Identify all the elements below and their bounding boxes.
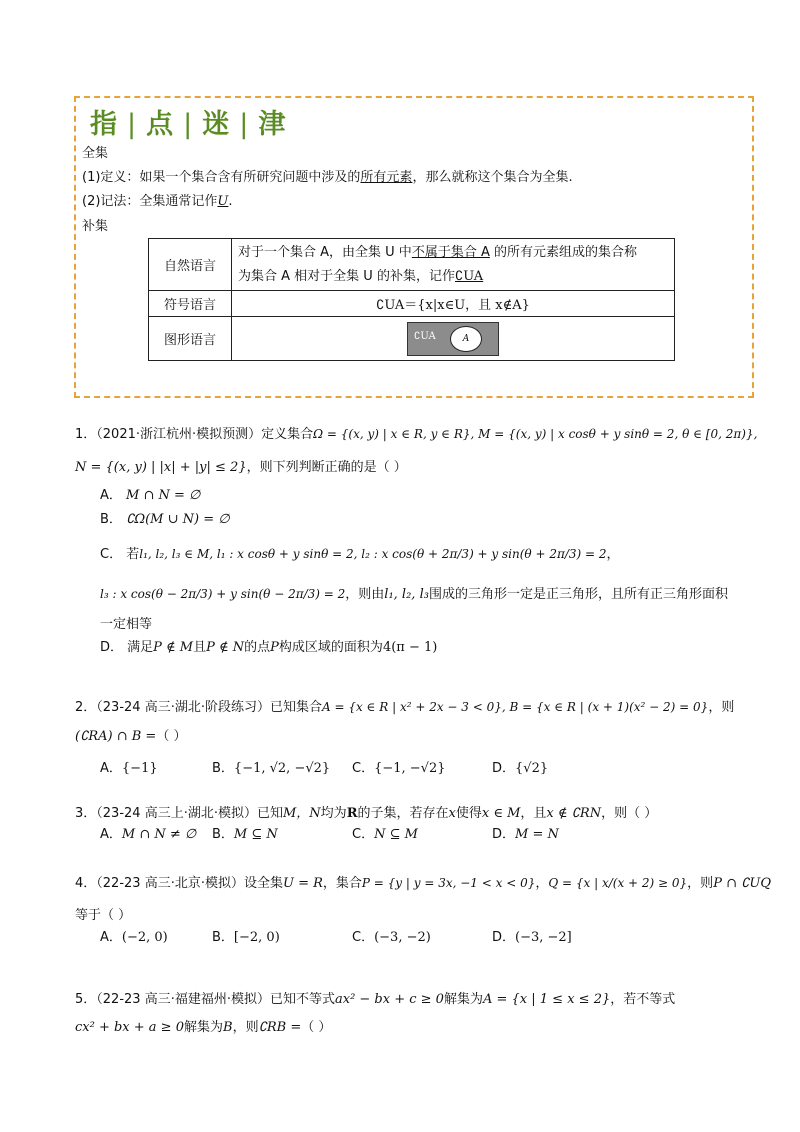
q3-option-c[interactable]: C．N ⊆ M xyxy=(352,827,418,842)
q4-option-c[interactable]: C．(−3, −2) xyxy=(352,930,431,945)
q2-option-b[interactable]: B．{−1, √2, −√2} xyxy=(212,761,331,776)
complement-heading: 补集 xyxy=(82,219,109,234)
q3-option-a[interactable]: A．M ∩ N ≠ ∅ xyxy=(100,827,197,842)
q1-option-c-line3: 一定相等 xyxy=(100,617,153,632)
tip-title: 指 | 点 | 迷 | 津 xyxy=(90,109,288,140)
q5-stem-line2: cx² + bx + a ≥ 0解集为B，则∁RB =（ ） xyxy=(75,1020,332,1035)
q4-stem: 4．（22-23 高三·北京·模拟）设全集U = R，集合P = {y | y = 3x, −1 < x < 0}，Q = {x | x/(x + 2) ≥ 0}，则P ∩ ∁UQ xyxy=(75,876,771,891)
notation-line: (2)记法：全集通常记作U. xyxy=(82,194,233,209)
row-value: 对于一个集合 A，由全集 U 中不属于集合 A 的所有元素组成的集合称 为集合 A 相对于全集 U 的补集，记作∁UA xyxy=(232,239,675,291)
q1-option-c[interactable]: C． 若l₁, l₂, l₃ ∈ M, l₁ : x cosθ + y sinθ = 2, l₂ : x cos(θ + 2π/3) + y sin(θ + 2π/3) = 2， xyxy=(100,547,620,562)
title-char: 津 xyxy=(258,109,288,140)
q3-stem: 3．（23-24 高三上·湖北·模拟）已知M，N均为R的子集，若存在x使得x ∈ M，且x ∉ ∁RN，则（ ） xyxy=(75,806,658,821)
q4-option-b[interactable]: B．[−2, 0) xyxy=(212,930,280,945)
row-value: ∁UA＝{x|x∈U，且 x∉A} xyxy=(232,291,675,317)
universal-heading: 全集 xyxy=(82,146,109,161)
venn-outer-label: ∁UA xyxy=(414,330,436,342)
q1-option-b[interactable]: B． ∁Ω(M ∪ N) = ∅ xyxy=(100,512,230,527)
row-label: 图形语言 xyxy=(149,317,232,361)
q3-option-d[interactable]: D．M = N xyxy=(492,827,559,842)
venn-circle: A xyxy=(450,326,482,352)
q5-stem: 5．（22-23 高三·福建福州·模拟）已知不等式ax² − bx + c ≥ 0解集为A = {x | 1 ≤ x ≤ 2}，若不等式 xyxy=(75,992,676,1007)
q2-option-a[interactable]: A．{−1} xyxy=(100,761,158,776)
title-char: 迷 xyxy=(202,109,232,140)
title-char: 指 xyxy=(90,109,119,140)
q3-option-b[interactable]: B．M ⊆ N xyxy=(212,827,278,842)
q1-option-c-line2: l₃ : x cos(θ − 2π/3) + y sin(θ − 2π/3) = 2，则由l₁, l₂, l₃围成的三角形一定是正三角形，且所有正三角形面积 xyxy=(100,587,728,602)
q1-option-a[interactable]: A． M ∩ N = ∅ xyxy=(100,488,201,503)
q2-option-d[interactable]: D．{√2} xyxy=(492,761,549,776)
q4-option-d[interactable]: D．(−3, −2] xyxy=(492,930,572,945)
q2-option-c[interactable]: C．{−1, −√2} xyxy=(352,761,446,776)
definition-line: (1)定义：如果一个集合含有所研究问题中涉及的所有元素，那么就称这个集合为全集. xyxy=(82,170,573,185)
q4-option-a[interactable]: A．(−2, 0) xyxy=(100,930,168,945)
q1-stem-line2: N = {(x, y) | |x| + |y| ≤ 2}，则下列判断正确的是（ ） xyxy=(75,460,407,475)
q2-stem-line2: (∁RA) ∩ B =（ ） xyxy=(75,729,187,744)
q1-option-d[interactable]: D． 满足P ∉ M且P ∉ N的点P构成区域的面积为4(π − 1) xyxy=(100,640,438,655)
complement-table xyxy=(148,238,675,361)
row-label: 自然语言 xyxy=(149,239,232,291)
venn-diagram xyxy=(407,322,499,356)
row-label: 符号语言 xyxy=(149,291,232,317)
title-char: 点 xyxy=(146,109,176,140)
venn-cell xyxy=(232,317,675,361)
q1-stem: 1．（2021·浙江杭州·模拟预测）定义集合Ω = {(x, y) | x ∈ R, y ∈ R}, M = {(x, y) | x cosθ + y sinθ = 2, θ ∈ [0, 2π)}, xyxy=(75,427,758,442)
q4-stem-line2: 等于（ ） xyxy=(75,908,132,923)
q2-stem: 2．（23-24 高三·湖北·阶段练习）已知集合A = {x ∈ R | x² + 2x − 3 < 0}, B = {x ∈ R | (x + 1)(x² − 2) = 0}，则 xyxy=(75,700,735,715)
